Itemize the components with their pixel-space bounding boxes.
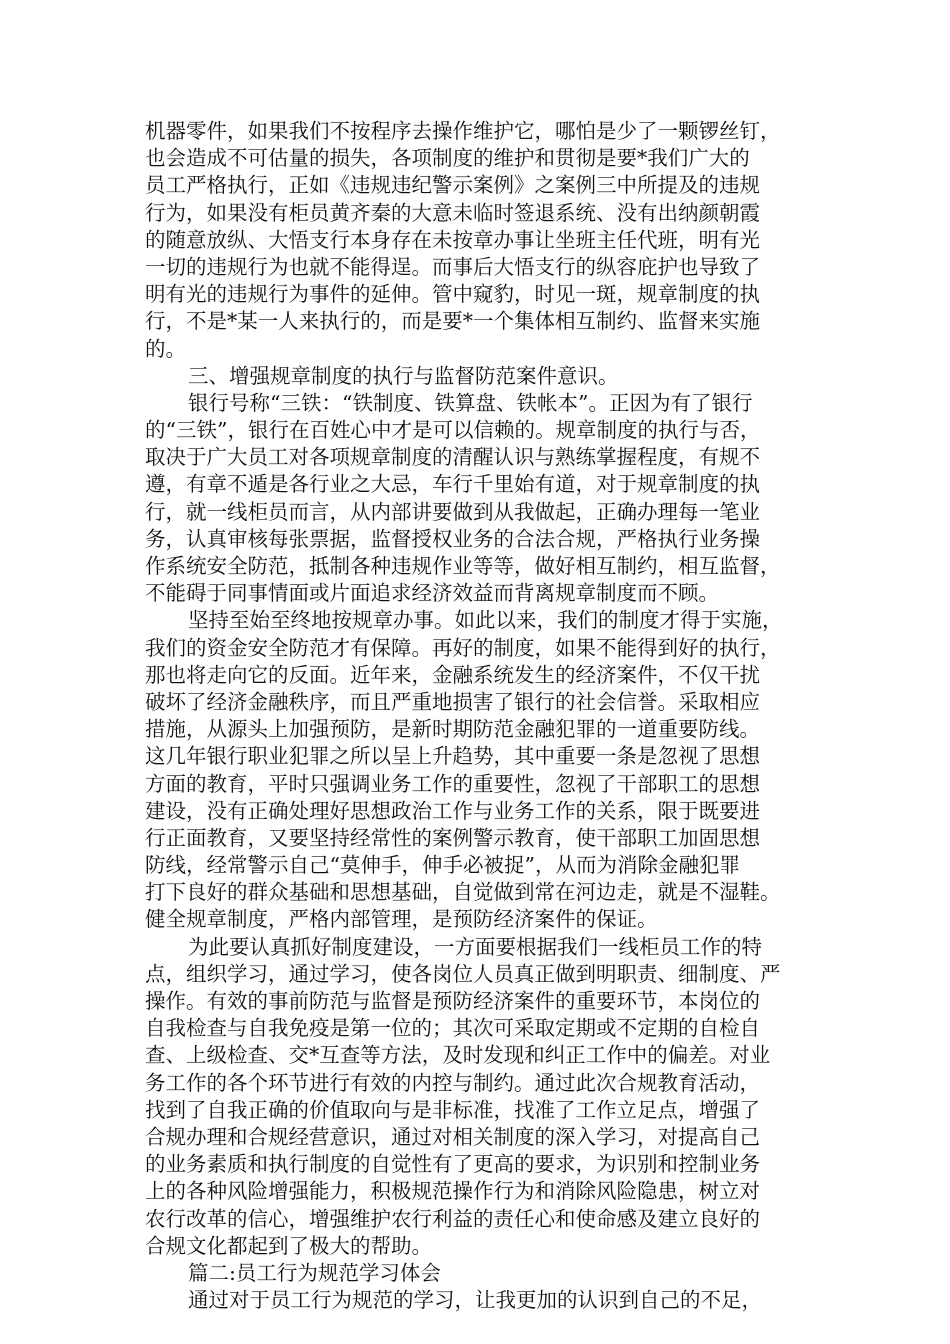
text-line: 打下良好的群众基础和思想基础，自觉做到常在河边走，就是不湿鞋。 — [145, 880, 781, 905]
text-line: 我们的资金安全防范才有保障。再好的制度，如果不能得到好的执行， — [145, 635, 781, 660]
article-title: 篇二:员工行为规范学习体会 — [188, 1260, 441, 1285]
document-page — [145, 118, 810, 1314]
text-line: 行正面教育，又要坚持经常性的案例警示教育，使干部职工加固思想 — [145, 825, 760, 850]
text-line: 也会造成不可估量的损失，各项制度的维护和贯彻是要*我们广大的 — [145, 146, 750, 171]
text-line: 上的各种风险增强能力，积极规范操作行为和消除风险隐患，树立对 — [145, 1179, 760, 1204]
text-line: 的“三铁”，银行在百姓心中才是可以信赖的。规章制度的执行与否， — [145, 418, 761, 443]
text-line: 取决于广大员工对各项规章制度的清醒认识与熟练掌握程度，有规不 — [145, 445, 760, 470]
text-line: 自我检查与自我免疫是第一位的；其次可采取定期或不定期的自检自 — [145, 1016, 760, 1041]
text-line: 这几年银行职业犯罪之所以呈上升趋势，其中重要一条是忽视了思想 — [145, 744, 760, 769]
text-line: 措施，从源头上加强预防，是新时期防范金融犯罪的一道重要防线。 — [145, 717, 760, 742]
text-line: 建设，没有正确处理好思想政治工作与业务工作的关系，限于既要进 — [145, 798, 760, 823]
text-line: 防线，经常警示自己“莫伸手，伸手必被捉”，从而为消除金融犯罪 — [145, 853, 740, 878]
text-line: 点，组织学习，通过学习，使各岗位人员真正做到明职责、细制度、严 — [145, 961, 781, 986]
text-line: 务工作的各个环节进行有效的内控与制约。通过此次合规教育活动， — [145, 1070, 760, 1095]
paragraph-first-line: 为此要认真抓好制度建设，一方面要根据我们一线柜员工作的特 — [188, 934, 762, 959]
text-line: 遵，有章不遁是各行业之大忌，车行千里始有道，对于规章制度的执 — [145, 472, 760, 497]
text-line: 不能碍于同事情面或片面追求经济效益而背离规章制度而不顾。 — [145, 581, 719, 606]
section-heading: 三、增强规章制度的执行与监督防范案件意识。 — [188, 363, 619, 388]
text-line: 务，认真审核每张票据，监督授权业务的合法合规，严格执行业务操 — [145, 526, 760, 551]
text-line: 那也将走向它的反面。近年来，金融系统发生的经济案件，不仅干扰 — [145, 662, 760, 687]
paragraph-first-line: 通过对于员工行为规范的学习，让我更加的认识到自己的不足， — [188, 1288, 762, 1313]
text-line: 合规文化都起到了极大的帮助。 — [145, 1233, 432, 1258]
text-line: 找到了自我正确的价值取向与是非标准，找准了工作立足点，增强了 — [145, 1097, 760, 1122]
text-line: 破坏了经济金融秩序，而且严重地损害了银行的社会信誉。采取相应 — [145, 689, 760, 714]
paragraph-first-line: 银行号称“三铁：“铁制度、铁算盘、铁帐本”。正因为有了银行 — [188, 390, 753, 415]
text-line: 方面的教育，平时只强调业务工作的重要性，忽视了干部职工的思想 — [145, 771, 760, 796]
text-line: 行，不是*某一人来执行的，而是要*一个集体相互制约、监督来实施 — [145, 309, 760, 334]
text-line: 的业务素质和执行制度的自觉性有了更高的要求，为识别和控制业务 — [145, 1152, 760, 1177]
text-line: 行，就一线柜员而言，从内部讲要做到从我做起，正确办理每一笔业 — [145, 499, 760, 524]
text-line: 作系统安全防范，抵制各种违规作业等等，做好相互制约，相互监督， — [145, 554, 781, 578]
text-line: 一切的违规行为也就不能得逞。而事后大悟支行的纵容庇护也导致了 — [145, 254, 760, 279]
text-line: 的随意放纵、大悟支行本身存在未按章办事让坐班主任代班，明有光 — [145, 227, 760, 252]
text-line: 的。 — [145, 336, 186, 361]
paragraph-first-line: 坚持至始至终地按规章办事。如此以来，我们的制度才得于实施， — [188, 608, 783, 633]
text-line: 机器零件，如果我们不按程序去操作维护它，哪怕是少了一颗锣丝钉， — [145, 119, 781, 143]
text-line: 明有光的违规行为事件的延伸。管中窥豹，时见一斑，规章制度的执 — [145, 282, 760, 307]
text-line: 合规办理和合规经营意识，通过对相关制度的深入学习，对提高自己 — [145, 1124, 760, 1149]
text-line: 操作。有效的事前防范与监督是预防经济案件的重要环节，本岗位的 — [145, 989, 760, 1013]
text-line: 农行改革的信心，增强维护农行利益的责任心和使命感及建立良好的 — [145, 1206, 760, 1231]
text-line: 行为，如果没有柜员黄齐秦的大意未临时签退系统、没有出纳颜朝霞 — [145, 200, 760, 225]
text-line: 员工严格执行，正如《违规违纪警示案例》之案例三中所提及的违规 — [145, 173, 760, 198]
text-line: 健全规章制度，严格内部管理，是预防经济案件的保证。 — [145, 907, 658, 932]
text-line: 查、上级检查、交*互查等方法，及时发现和纠正工作中的偏差。对业 — [145, 1043, 771, 1068]
